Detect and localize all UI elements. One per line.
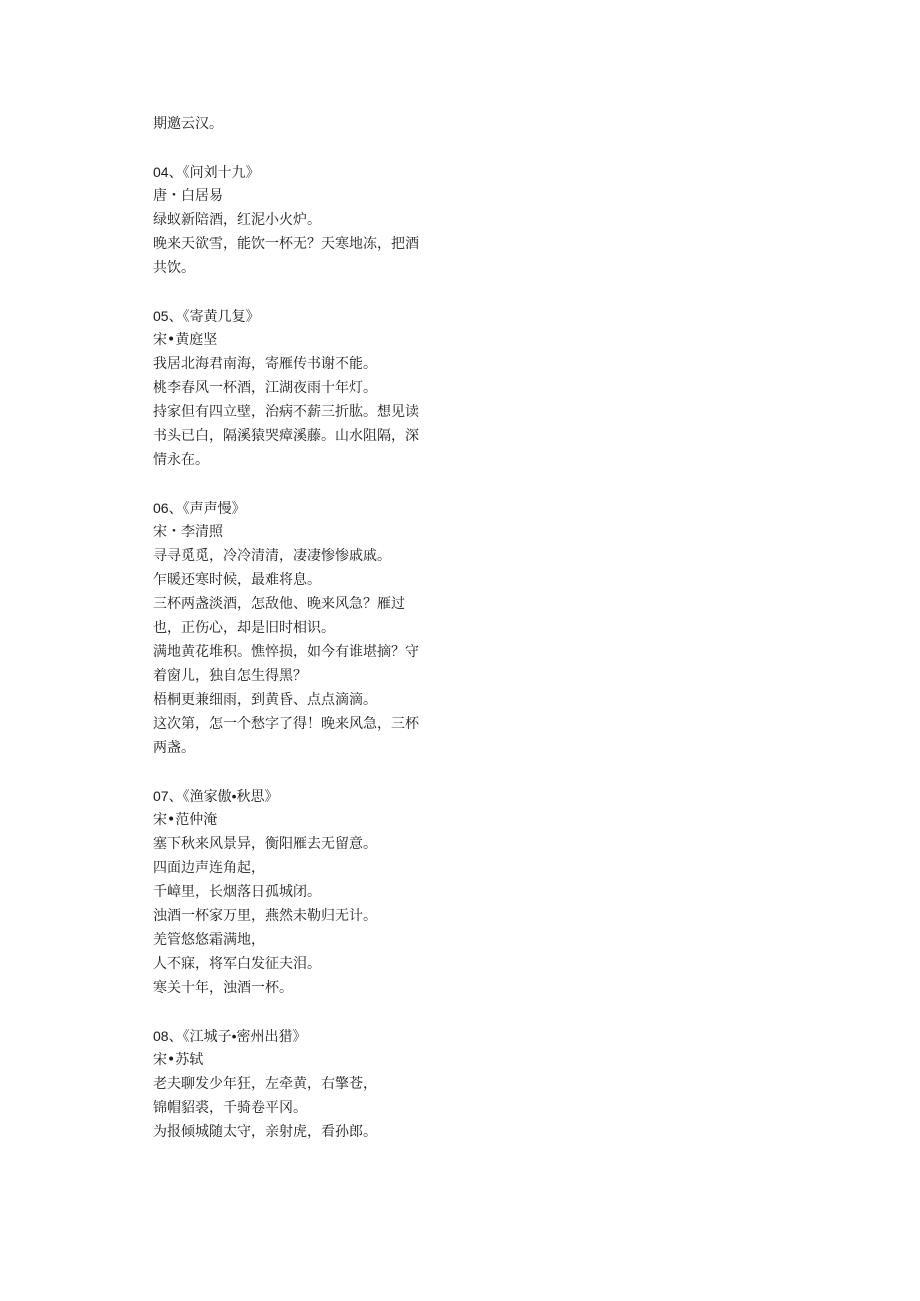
poem-line: 三杯两盏淡酒，怎敌他、晚来风急？雁过	[153, 596, 405, 612]
poem-line: 锦帽貂裘，千骑卷平冈。	[153, 1100, 307, 1116]
poem-06	[153, 496, 453, 760]
poem-line: 寻寻觅觅，冷冷清清，凄凄惨惨戚戚。	[153, 548, 391, 564]
poem-line: 浊酒一杯家万里，燕然未勒归无计。	[153, 908, 377, 924]
poem-author: 宋•黄庭坚	[153, 332, 218, 348]
poem-line: 情永在。	[153, 452, 209, 468]
spacer	[153, 136, 453, 160]
poem-line: 梧桐更兼细雨，到黄昏、点点滴滴。	[153, 692, 377, 708]
poem-04	[153, 160, 453, 280]
poem-title: 08、《江城子•密州出猎》	[153, 1028, 307, 1044]
poem-line: 晚来天欲雪，能饮一杯无？天寒地冻，把酒	[153, 236, 419, 252]
poem-author: 唐・白居易	[153, 188, 223, 204]
poem-line: 人不寐，将军白发征夫泪。	[153, 956, 321, 972]
poem-author: 宋•范仲淹	[153, 812, 218, 828]
spacer	[153, 1000, 453, 1024]
poem-line: 老夫聊发少年狂，左牵黄，右擎苍，	[153, 1076, 377, 1092]
poem-line: 桃李春风一杯酒，江湖夜雨十年灯。	[153, 380, 377, 396]
poem-line: 羌管悠悠霜满地，	[153, 932, 265, 948]
poem-line: 共饮。	[153, 260, 195, 276]
spacer	[153, 280, 453, 304]
poem-line: 千嶂里，长烟落日孤城闭。	[153, 884, 321, 900]
poem-line: 乍暖还寒时候，最难将息。	[153, 572, 321, 588]
poem-author: 宋・李清照	[153, 524, 223, 540]
poem-07	[153, 784, 453, 1000]
poem-line: 书头已白，隔溪猿哭瘴溪藤。山水阻隔，深	[153, 428, 419, 444]
poem-title: 07、《渔家傲•秋思》	[153, 788, 279, 804]
spacer	[153, 760, 453, 784]
poem-line: 满地黄花堆积。憔悴损，如今有谁堪摘？守	[153, 644, 419, 660]
poem-line: 塞下秋来风景异，衡阳雁去无留意。	[153, 836, 377, 852]
poem-08	[153, 1024, 453, 1144]
continuation-line: 期邀云汉。	[153, 116, 223, 132]
poem-title: 04、《问刘十九》	[153, 164, 260, 180]
document-body	[153, 112, 453, 1144]
poem-line: 这次第，怎一个愁字了得！晚来风急，三杯	[153, 716, 419, 732]
poem-title: 05、《寄黄几复》	[153, 308, 260, 324]
poem-line: 我居北海君南海，寄雁传书谢不能。	[153, 356, 377, 372]
poem-05	[153, 304, 453, 472]
poem-line: 持家但有四立壁，治病不薪三折肱。想见读	[153, 404, 419, 420]
poem-line: 绿蚁新陪酒，红泥小火炉。	[153, 212, 321, 228]
poem-line: 四面边声连角起，	[153, 860, 265, 876]
poem-author: 宋•苏轼	[153, 1052, 204, 1068]
poem-line: 也，正伤心，却是旧时相识。	[153, 620, 335, 636]
poem-line: 着窗儿，独自怎生得黑？	[153, 668, 307, 684]
poem-line: 寒关十年，浊酒一杯。	[153, 980, 293, 996]
poem-line: 两盏。	[153, 740, 195, 756]
poem-line: 为报倾城随太守，亲射虎，看孙郎。	[153, 1124, 377, 1140]
poem-title: 06、《声声慢》	[153, 500, 246, 516]
spacer	[153, 472, 453, 496]
